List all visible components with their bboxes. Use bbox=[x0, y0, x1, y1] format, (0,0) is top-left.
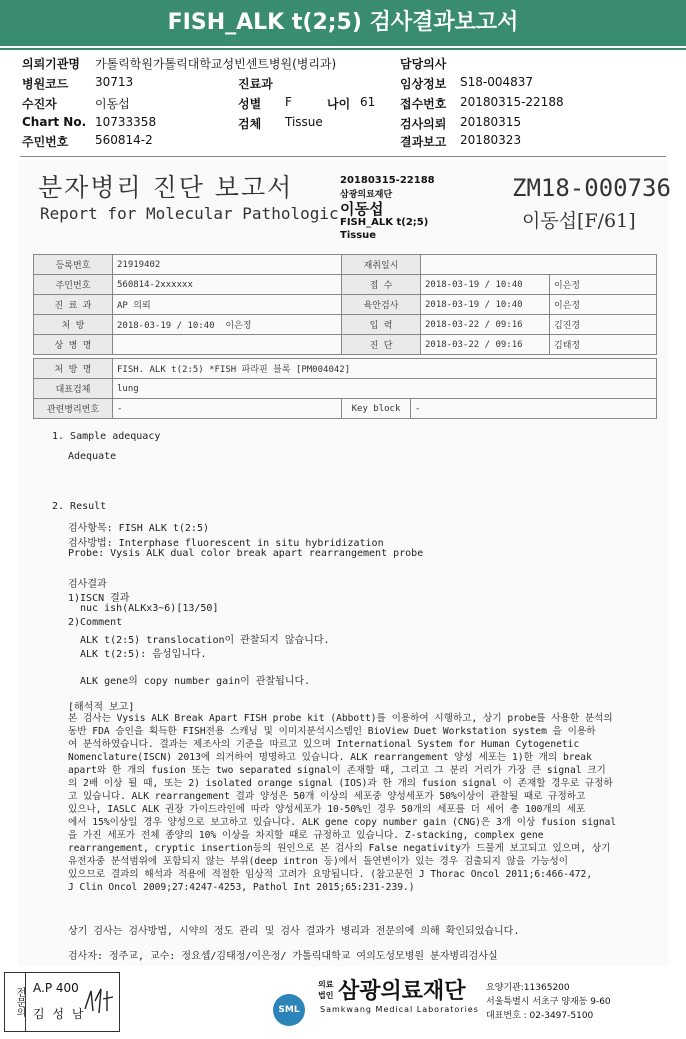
order-table bbox=[33, 358, 657, 419]
confirm-line: 상기 검사는 검사방법, 시약의 정도 관리 및 검사 결과가 병리과 전문의에 의해 확인되었습니다. bbox=[68, 926, 520, 937]
report-date-label: 결과보고 bbox=[400, 135, 447, 149]
hospital-code-value: 30713 bbox=[95, 75, 134, 89]
signature-line-1: A.P 400 bbox=[33, 981, 79, 995]
order-label: 처 방 명 bbox=[34, 359, 113, 379]
info-divider bbox=[20, 156, 666, 157]
key-label: Key block bbox=[342, 399, 411, 419]
signature-line-2: 김 성 남 bbox=[33, 1007, 86, 1021]
comment-title: 2)Comment bbox=[68, 617, 123, 628]
reg-value: 21919402 bbox=[113, 255, 342, 275]
header-divider bbox=[0, 48, 686, 50]
recv-value: 2018-03-19 / 10:40 bbox=[421, 275, 550, 295]
age-value: 61 bbox=[360, 95, 376, 109]
test-probe: Probe: Vysis ALK dual color break apart rearrangement probe bbox=[68, 548, 424, 559]
doctor-label: 담당의사 bbox=[400, 57, 447, 71]
input-label: 입 력 bbox=[342, 315, 421, 335]
hospital-code-label: 병원코드 bbox=[22, 77, 69, 91]
interp-title: [해석적 보고] bbox=[68, 702, 135, 713]
hospital-label: 의뢰기관명 bbox=[22, 57, 80, 71]
interp-line: J Clin Oncol 2009;27:4247-4253, Pathol Int 2015;65:231-239.) bbox=[68, 882, 415, 893]
rx-person: 이은정 bbox=[225, 321, 252, 331]
sex-label: 성별 bbox=[238, 97, 262, 111]
chart-value: 10733358 bbox=[95, 115, 157, 129]
receipt-value: 20180315-22188 bbox=[460, 95, 564, 109]
address-line-1: 요양기관:11365200 bbox=[486, 983, 570, 993]
section1-value: Adequate bbox=[68, 451, 117, 462]
clinical-value: S18-004837 bbox=[460, 75, 534, 89]
rx-value bbox=[113, 315, 342, 335]
reg-label: 등록번호 bbox=[34, 255, 113, 275]
interp-line: 의 2배 이상 될 때, 또는 2) isolated orange signal (IOS)과 한 개의 fusion signal 이 존재할 경우로 규정하 bbox=[68, 778, 613, 789]
rx-label: 처 방 bbox=[34, 315, 113, 335]
acct-value: 2018-03-19 / 10:40 bbox=[421, 295, 550, 315]
signature-box bbox=[4, 972, 120, 1032]
order-value: FISH. ALK t(2:5) *FISH 파라핀 블록 [PM004042] bbox=[113, 359, 657, 379]
sticker-institution: 삼광의료재단 bbox=[340, 190, 393, 200]
acct-label: 육안검사 bbox=[342, 295, 421, 315]
request-label: 검사의뢰 bbox=[400, 117, 447, 131]
recv-person: 이은정 bbox=[550, 275, 657, 295]
handwritten-signature bbox=[83, 987, 117, 1017]
interp-body bbox=[68, 712, 648, 894]
case-number: ZM18-000736 bbox=[512, 174, 671, 202]
ward-label: 상 병 명 bbox=[34, 335, 113, 355]
receipt-label: 접수번호 bbox=[400, 97, 447, 111]
rep-label: 대표검체 bbox=[34, 379, 113, 399]
input-value: 2018-03-22 / 09:16 bbox=[421, 315, 550, 335]
sticker-patient: 이동섭 bbox=[340, 200, 384, 218]
interp-line: 동반 FDA 승인을 획득한 FISH전용 스캐닝 및 이미지분석시스템인 BioView Duet Workstation system 을 이용하 bbox=[68, 726, 596, 737]
rrn-label: 주민번호 bbox=[34, 275, 113, 295]
gain-line: ALK gene의 copy number gain이 관찰됩니다. bbox=[80, 676, 311, 687]
age-label: 나이 bbox=[327, 97, 351, 111]
interp-line: 있으나, IASLC ALK 권장 가이드라인에 따라 양성세포가 10-50%인 경우 50개의 세포를 더 세어 총 100개의 세포 bbox=[68, 804, 586, 815]
interp-line: 본 검사는 Vysis ALK Break Apart FISH probe kit (Abbott)를 이용하여 시행하고, 상기 probe를 사용한 분석의 bbox=[68, 713, 613, 724]
case-patient: 이동섭[F/61] bbox=[522, 210, 636, 232]
registration-table bbox=[33, 254, 657, 355]
request-value: 20180315 bbox=[460, 115, 522, 129]
test-method: 검사방법: Interphase fluorescent in situ hybridization bbox=[68, 538, 384, 549]
examiner-line: 검사자: 정주교, 교수: 정요셉/김태정/이은정/ 가톨릭대학교 여의도성모병원 분자병리검사실 bbox=[68, 951, 498, 962]
sticker-specimen: Tissue bbox=[340, 230, 377, 241]
patient-value: 이동섭 bbox=[95, 97, 130, 111]
clinical-label: 임상정보 bbox=[400, 77, 447, 91]
result-title: 검사결과 bbox=[68, 579, 107, 590]
recv-label: 접 수 bbox=[342, 275, 421, 295]
sex-value: F bbox=[285, 95, 292, 109]
sticker-receipt: 20180315-22188 bbox=[340, 175, 435, 186]
scan-title-en: Report for Molecular Pathologic bbox=[40, 204, 339, 223]
address-line-3: 대표번호 : 02-3497-5100 bbox=[486, 1011, 594, 1021]
rep-value: lung bbox=[113, 379, 657, 399]
interp-line: 고 있습니다. ALK rearrangement 결과 양성은 50개 이상의 세포중 양성세포가 50%이상이 관찰될 때로 규정하고 bbox=[68, 791, 586, 802]
logo-english: Samkwang Medical Laboratories bbox=[320, 1005, 479, 1014]
id-label: 주민번호 bbox=[22, 135, 69, 149]
dept-label: 진 료 과 bbox=[34, 295, 113, 315]
ward-value bbox=[113, 335, 342, 355]
comment-line-1: ALK t(2:5) translocation이 관찰되지 않습니다. bbox=[80, 635, 330, 646]
acct-person: 이은정 bbox=[550, 295, 657, 315]
report-date-value: 20180323 bbox=[460, 133, 522, 147]
interp-line: 을 가진 세포가 전체 종양의 10% 이상을 차지할 때로 규정하고 있습니다. Z-stacking, complex gene bbox=[68, 830, 544, 841]
diag-value: 2018-03-22 / 09:16 bbox=[421, 335, 550, 355]
logo-prefix-1: 의료 bbox=[318, 980, 334, 989]
iscn-title: 1)ISCN 결과 bbox=[68, 593, 130, 604]
interp-line: rearrangement, cryptic insertion등의 원인으로 본 검사의 False negativity가 드물게 보고되고 있으며, 상기 bbox=[68, 843, 611, 854]
interp-line: 여 분석하였습니다. 결과는 제조사의 기준을 따르고 있으며 International System for Human Cytogenetic bbox=[68, 739, 580, 750]
hospital-value: 가톨릭학원가톨릭대학교성빈센트병원(병리과) bbox=[95, 57, 337, 71]
interp-line: 에서 15%이상일 경우 양성으로 보고하고 있습니다. ALK gene copy number gain (CNG)은 3개 이상 fusion signal bbox=[68, 817, 617, 828]
chart-label: Chart No. bbox=[22, 115, 87, 129]
dept-label: 진료과 bbox=[238, 77, 273, 91]
sticker-test: FISH_ALK t(2;5) bbox=[340, 217, 429, 228]
patient-label: 수진자 bbox=[22, 97, 57, 111]
section1-title: 1. Sample adequacy bbox=[52, 431, 161, 442]
interp-line: 유전자중 분석범위에 포함되지 않는 부위(deep intron 등)에서 돌연변이가 있는 경우 검출되지 않을 가능성이 bbox=[68, 856, 569, 867]
report-title: FISH_ALK t(2;5) 검사결과보고서 bbox=[0, 0, 686, 46]
sml-logo-icon: SML bbox=[273, 994, 305, 1026]
test-item: 검사항목: FISH ALK t(2:5) bbox=[68, 523, 209, 534]
rel-value: - bbox=[113, 399, 342, 419]
diag-person: 김태정 bbox=[550, 335, 657, 355]
input-person: 김진경 bbox=[550, 315, 657, 335]
key-value: - bbox=[411, 399, 657, 419]
dept-value: AP 의뢰 bbox=[113, 295, 342, 315]
resub-label: 재취일시 bbox=[342, 255, 421, 275]
logo-name: 삼광의료재단 bbox=[338, 979, 466, 1004]
rx-date: 2018-03-19 / 10:40 bbox=[117, 321, 215, 331]
rrn-value: 560814-2xxxxxx bbox=[113, 275, 342, 295]
diag-label: 진 단 bbox=[342, 335, 421, 355]
section2-title: 2. Result bbox=[52, 501, 107, 512]
interp-line: Nomenclature(ISCN) 2013에 의거하여 명명하고 있습니다. ALK rearrangement 양성 세포는 1)한 개의 break bbox=[68, 752, 592, 763]
interp-line: apart와 한 개의 fusion 또는 two separated signal이 존재할 때, 그리고 그 분리 거리가 가장 큰 signal 크기 bbox=[68, 765, 606, 776]
comment-line-2: ALK t(2:5): 음성입니다. bbox=[80, 649, 207, 660]
resub-value bbox=[421, 255, 657, 275]
logo-prefix-2: 법인 bbox=[318, 991, 334, 1000]
specimen-label: 검체 bbox=[238, 117, 262, 131]
id-value: 560814-2 bbox=[95, 133, 153, 147]
rel-label: 관련병리번호 bbox=[34, 399, 113, 419]
signature-label: 전문의 bbox=[5, 973, 26, 1031]
interp-line: 있으므로 결과의 해석과 적용에 적절한 임상적 고려가 요망됩니다. (참고문헌 J Thorac Oncol 2011;6:466-472, bbox=[68, 869, 593, 880]
specimen-value: Tissue bbox=[285, 115, 323, 129]
iscn-value: nuc ish(ALKx3~6)[13/50] bbox=[80, 603, 219, 614]
scan-title-kr: 분자병리 진단 보고서 bbox=[38, 173, 294, 202]
address-line-2: 서울특별시 서초구 양재동 9-60 bbox=[486, 997, 611, 1007]
